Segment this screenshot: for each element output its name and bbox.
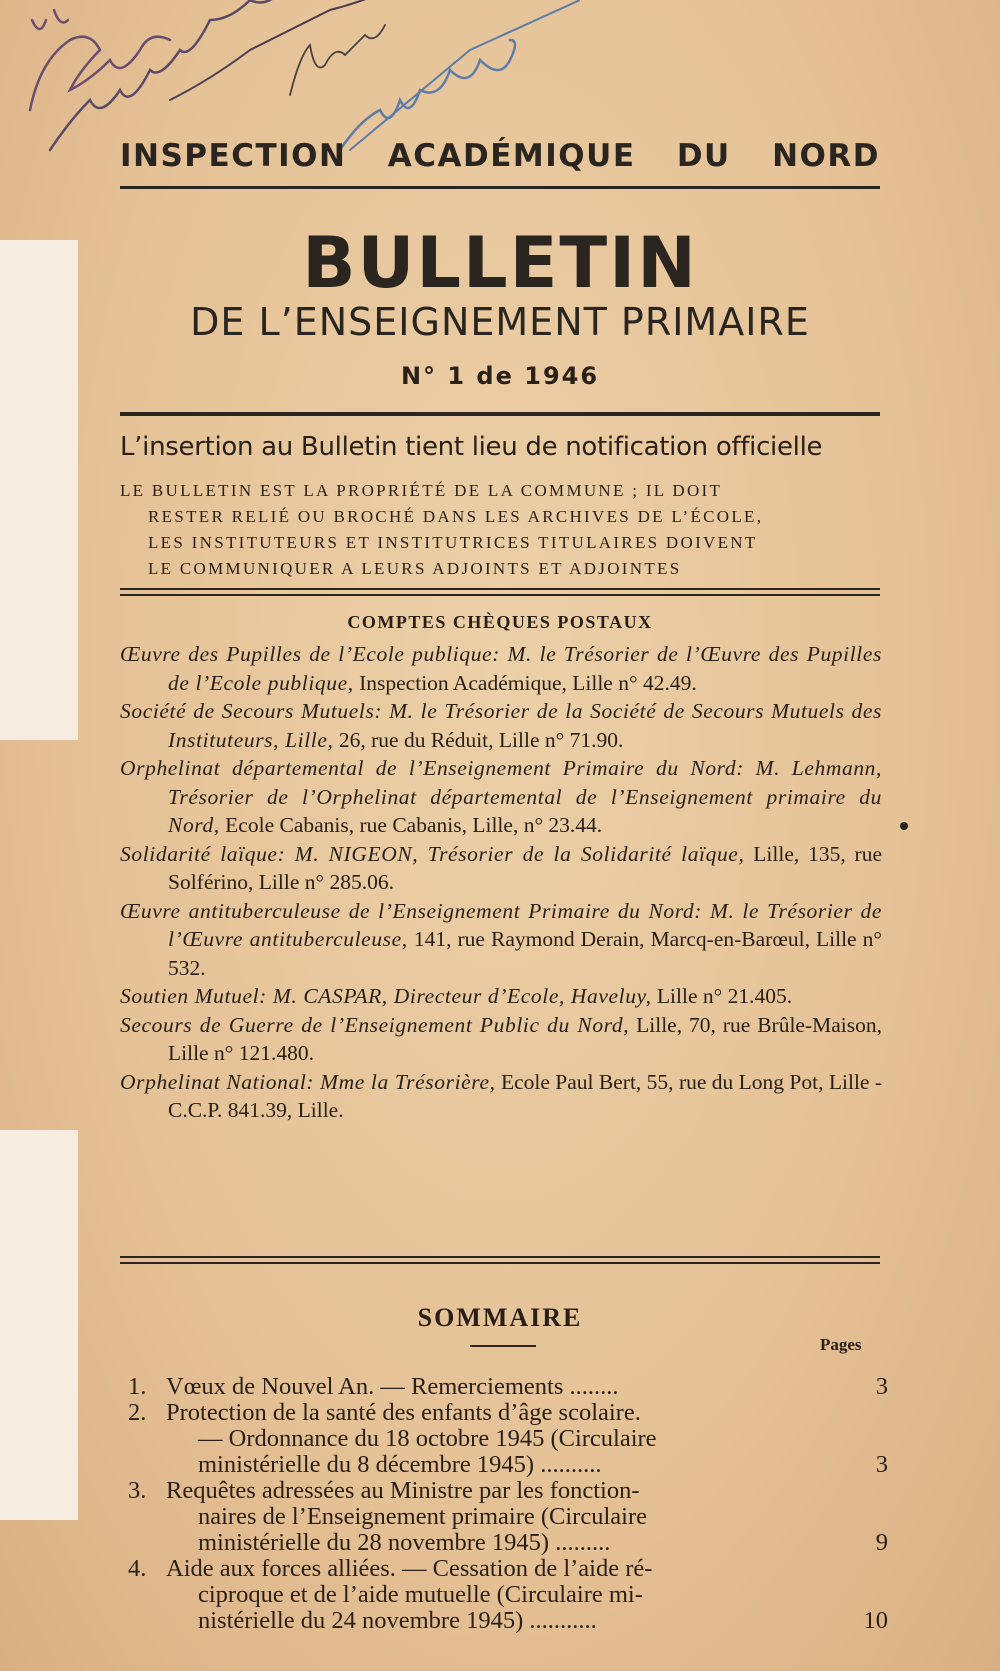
sommaire-heading: SOMMAIRE [417, 1303, 583, 1332]
toc-item-number: 4. [128, 1555, 147, 1582]
ccp-entry-details: Lille, 70, rue Brûle-Maison, Lille n° 121.480. [168, 1012, 882, 1065]
toc-item [128, 1374, 888, 1400]
notice-line: LES INSTITUTEURS ET INSTITUTRICES TITULAIRES DOIVENT [148, 533, 758, 552]
toc-item [128, 1478, 888, 1556]
header-word: NORD [772, 138, 880, 174]
ccp-entry-name: Orphelinat National: Mme la Trésorière, [120, 1069, 496, 1094]
header-word: DU [676, 138, 731, 174]
ccp-entry-name: Orphelinat départemental de l’Enseignement Primaire du Nord: M. Lehmann, Trésorier de l’Orphelinat départemental de l’Enseignement primaire du Nord, [120, 756, 882, 837]
table-of-contents [128, 1374, 888, 1634]
notice-headline: L’insertion au Bulletin tient lieu de notification officielle [120, 432, 823, 462]
ccp-entry-name: Solidarité laïque: M. NIGEON, Trésorier de la Solidarité laïque, [120, 841, 745, 866]
issue-number: N° 1 de 1946 [400, 362, 600, 390]
toc-item-page: 3 [875, 1451, 888, 1478]
ccp-entry-name: Société de Secours Mutuels: M. le Trésorier de la Société de Secours Mutuels des Instituteurs, Lille, [120, 699, 882, 752]
ccp-entry-details: Inspection Académique, Lille n° 42.49. [353, 670, 697, 695]
toc-item-number: 3. [128, 1477, 147, 1504]
header-word: ACADÉMIQUE [387, 138, 636, 174]
double-rule-top [120, 588, 880, 590]
page-edge-strip [0, 240, 78, 740]
double-rule-bottom [120, 1262, 880, 1264]
toc-item-text: Vœux de Nouvel An. — Remerciements ........ [166, 1373, 619, 1400]
page-edge-strip [0, 1130, 78, 1520]
ccp-entry-details: 26, rue du Réduit, Lille n° 71.90. [333, 727, 624, 752]
ccp-heading: COMPTES CHÈQUES POSTAUX [347, 612, 653, 632]
toc-item-text: ciproque et de l’aide mutuelle (Circulaire mi- [198, 1581, 643, 1608]
toc-item-text: nistérielle du 24 novembre 1945) ........... [198, 1607, 597, 1634]
ccp-entry [120, 754, 882, 840]
notice-body [120, 478, 880, 582]
toc-item-number: 2. [128, 1399, 147, 1426]
toc-item-page: 10 [863, 1607, 888, 1634]
ccp-entry-name: Soutien Mutuel: M. CASPAR, Directeur d’Ecole, Haveluy, [120, 984, 652, 1008]
toc-item-text: Requêtes adressées au Ministre par les fonction- [166, 1477, 640, 1504]
ccp-entry [120, 840, 882, 897]
notice-line: RESTER RELIÉ OU BROCHÉ DANS LES ARCHIVES DE L’ÉCOLE, [148, 507, 764, 526]
notice-line: LE BULLETIN EST LA PROPRIÉTÉ DE LA COMMUNE ; IL DOIT [120, 481, 723, 500]
sommaire-rule [470, 1345, 536, 1347]
ccp-entry-name: Secours de Guerre de l’Enseignement Public du Nord, [120, 1012, 630, 1037]
section-rule [120, 412, 880, 416]
double-rule-top [120, 1256, 880, 1258]
ccp-entry-details: Lille, 135, rue Solférino, Lille n° 285.06. [168, 841, 882, 894]
toc-item-text: Protection de la santé des enfants d’âge scolaire. [166, 1399, 641, 1426]
bulletin-subtitle: DE L’ENSEIGNEMENT PRIMAIRE [190, 300, 810, 344]
toc-item-text: ministérielle du 8 décembre 1945) .......... [198, 1451, 602, 1478]
ink-dot [900, 822, 908, 830]
toc-item-text: naires de l’Enseignement primaire (Circulaire [198, 1503, 647, 1530]
ccp-entry [120, 697, 882, 754]
bulletin-title: BULLETIN [302, 222, 698, 304]
toc-item-page: 9 [875, 1529, 888, 1556]
toc-item [128, 1400, 888, 1478]
ccp-entry [120, 640, 882, 697]
toc-item-page: 3 [875, 1373, 888, 1400]
ccp-entry-details: Ecole Paul Bert, 55, rue du Long Pot, Lille - C.C.P. 841.39, Lille. [168, 1069, 883, 1122]
toc-item-number: 1. [128, 1373, 147, 1400]
header-rule [120, 186, 880, 189]
ccp-entry-details: 141, rue Raymond Derain, Marcq-en-Barœul, Lille n° 532. [168, 927, 882, 980]
ccp-entry [120, 1068, 882, 1125]
pages-label: Pages [820, 1335, 862, 1354]
ccp-entry-details: Ecole Cabanis, rue Cabanis, Lille, n° 23.44. [219, 813, 603, 837]
toc-item-text: ministérielle du 28 novembre 1945) ......... [198, 1529, 611, 1556]
toc-item-text: Aide aux forces alliées. — Cessation de l’aide ré- [166, 1555, 653, 1582]
header-word: INSPECTION [120, 138, 347, 174]
ccp-entry-name: Œuvre des Pupilles de l’Ecole publique: M. le Trésorier de l’Œuvre des Pupilles de l’Ecole publique, [120, 642, 882, 695]
toc-item-text: — Ordonnance du 18 octobre 1945 (Circulaire [198, 1425, 657, 1452]
ccp-entry [120, 897, 882, 983]
ccp-entry [120, 1011, 882, 1068]
notice-line: LE COMMUNIQUER A LEURS ADJOINTS ET ADJOINTES [148, 559, 682, 578]
ccp-entry [120, 982, 882, 1011]
ccp-entry-name: Œuvre antituberculeuse de l’Enseignement Primaire du Nord: M. le Trésorier de l’Œuvre antituberculeuse, [120, 898, 882, 951]
ccp-entry-details: Lille n° 21.405. [651, 984, 793, 1008]
header-institution [120, 138, 880, 174]
toc-item [128, 1556, 888, 1634]
double-rule-bottom [120, 594, 880, 596]
ccp-list [120, 640, 882, 1125]
